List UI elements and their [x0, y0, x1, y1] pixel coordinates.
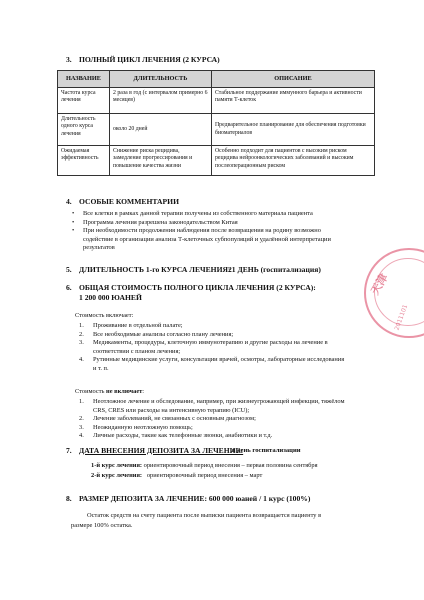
list-item: • Программа лечения разрешена законодательством Китая — [72, 218, 238, 226]
table-header-row — [58, 71, 375, 88]
list-item-text: Все клетки в рамках данной терапии получены из собственного материала пациента — [83, 210, 313, 217]
refund-note-line-2: размере 100% остатка. — [71, 522, 133, 529]
section-5-value: 21 ДЕНЬ (госпитализация) — [228, 265, 321, 274]
section-4-number: 4. — [66, 197, 72, 206]
list-item: • Все клетки в рамках данной терапии получены из собственного материала пациента — [72, 210, 313, 217]
treatment-cycle-table — [57, 70, 375, 176]
table-cell: около 20 дней — [110, 114, 212, 146]
includes-label: Стоимость включает: — [75, 312, 134, 319]
course-2-text: ориентировочный период внесения – март — [146, 472, 263, 479]
list-item: 2. Все необходимые анализы согласно плану лечения; — [79, 330, 234, 338]
table-header: ОПИСАНИЕ — [212, 71, 375, 88]
section-6-number: 6. — [66, 283, 72, 292]
refund-note-line-1: Остаток средств на счету пациента после выписки пациента возвращается пациенту в — [87, 512, 322, 519]
table-cell: Снижение риска рецидива, замедление прогрессирования и повышение качества жизни — [110, 146, 212, 176]
table-cell: Длительность одного курса лечения — [58, 114, 110, 146]
list-item: 1. Неотложное лечение и обследование, например, при жизнеугрожающей инфекции, тяжёлом CRS, CRES или расходы на интенсивную терапию (ICU); — [79, 398, 345, 414]
table-row — [58, 114, 375, 146]
section-8-number: 8. — [66, 494, 72, 503]
course-2-label: 2-й курс лечения: — [91, 472, 143, 479]
list-item: 3. Медикаменты, процедуры, клеточную иммунотерапию и другие расходы на лечение в соответствии с планом лечения; — [79, 339, 328, 355]
table-cell: Частота курса лечения — [58, 88, 110, 114]
course-1-deposit — [91, 462, 318, 471]
table-row — [58, 88, 375, 114]
section-3-number: 3. — [66, 55, 72, 64]
table-cell: Стабильное поддержание иммунного барьера и активности памяти Т-клеток — [212, 88, 375, 114]
list-item-text: Рутинные медицинские услуги, консультации врачей, осмотры, лабораторные исследования и т. п. — [93, 356, 345, 372]
includes-list — [79, 322, 349, 374]
list-item: 2. Лечение заболеваний, не связанных с основным диагнозом; — [79, 415, 256, 423]
table-cell: Особенно подходит для пациентов с высоким риском рецидива нейроонкологических заболеваний и высоким послеоперационным риском — [212, 146, 375, 176]
excludes-list — [79, 398, 349, 441]
list-item-text: Неотложное лечение и обследование, например, при жизнеугрожающей инфекции, тяжёлом CRS, CRES или расходы на интенсивную терапию (ICU); — [93, 398, 345, 414]
table-cell: Предварительное планирование для обеспечения подготовки биоматериалов — [212, 114, 375, 146]
stamp-text: 天津 — [368, 271, 391, 298]
list-item-text: Проживание в отдельной палате; — [93, 322, 183, 329]
list-item-text: Медикаменты, процедуры, клеточную иммунотерапию и другие расходы на лечение в соответствии с планом лечения; — [93, 339, 328, 355]
excludes-label — [75, 388, 144, 397]
course-1-text: ориентировочный период внесения – первая половина сентября — [143, 462, 318, 469]
list-item-text: Программа лечения разрешена законодательством Китая — [83, 218, 238, 226]
list-item-text: Личные расходы, такие как телефонные звонки, анабиотики и т.д. — [93, 432, 273, 440]
section-8-title: РАЗМЕР ДЕПОЗИТА ЗА ЛЕЧЕНИЕ: 600 000 юаней / 1 курс (100%) — [79, 494, 311, 503]
official-stamp — [364, 248, 424, 338]
table-cell: 2 раза в год (с интервалом примерно 6 месяцев) — [110, 88, 212, 114]
list-item: 4. Личные расходы, такие как телефонные звонки, анабиотики и т.д. — [79, 432, 273, 440]
section-3-title: ПОЛНЫЙ ЦИКЛ ЛЕЧЕНИЯ (2 КУРСА) — [79, 55, 220, 64]
list-item-text: Неожиданную неотложную помощь; — [93, 423, 193, 431]
table-header: ДЛИТЕЛЬНОСТЬ — [110, 71, 212, 88]
excludes-label-suffix: : — [142, 388, 145, 395]
comments-list — [72, 210, 372, 253]
course-2-deposit — [91, 472, 262, 481]
section-6-title: ОБЩАЯ СТОИМОСТЬ ПОЛНОГО ЦИКЛА ЛЕЧЕНИЯ (2 КУРСА): — [79, 283, 316, 292]
list-item-text: При необходимости продолжения наблюдения после возвращения на родину возможно содействие в организации анализа Т-клеточных субпопуляций и удалённой интерпретации результатов — [83, 227, 331, 251]
list-item: 4. Рутинные медицинские услуги, консультации врачей, осмотры, лабораторные исследования и т. п. — [79, 356, 345, 372]
list-item: 3. Неожиданную неотложную помощь; — [79, 423, 193, 431]
list-item-text: Лечение заболеваний, не связанных с основным диагнозом; — [93, 415, 256, 423]
table-cell: Ожидаемая эффективность — [58, 146, 110, 176]
list-item: • При необходимости продолжения наблюдения после возвращения на родину возможно содействие в организации анализа Т-клеточных субпопуляций и удалённой интерпретации результатов — [72, 227, 331, 251]
section-7-title: ДАТА ВНЕСЕНИЯ ДЕПОЗИТА ЗА ЛЕЧЕНИЕ: — [79, 446, 244, 455]
section-5-title: ДЛИТЕЛЬНОСТЬ 1-го КУРСА ЛЕЧЕНИЯ: — [79, 265, 231, 274]
list-item-text: Все необходимые анализы согласно плану лечения; — [93, 330, 234, 338]
section-7-value: в день госпитализации — [232, 447, 301, 454]
section-7-number: 7. — [66, 446, 72, 455]
table-row — [58, 146, 375, 176]
excludes-label-prefix: Стоимость — [75, 388, 107, 395]
section-5-number: 5. — [66, 265, 72, 274]
list-item: 1. Проживание в отдельной палате; — [79, 322, 183, 329]
table-header: НАЗВАНИЕ — [58, 71, 110, 88]
section-4-title: ОСОБЫЕ КОММЕНТАРИИ — [79, 197, 179, 206]
stamp-number: 2011101 — [393, 303, 410, 332]
excludes-label-bold: не включает — [106, 388, 143, 395]
total-cost-amount: 1 200 000 ЮАНЕЙ — [79, 293, 142, 302]
course-1-label: 1-й курс лечения: — [91, 462, 143, 469]
